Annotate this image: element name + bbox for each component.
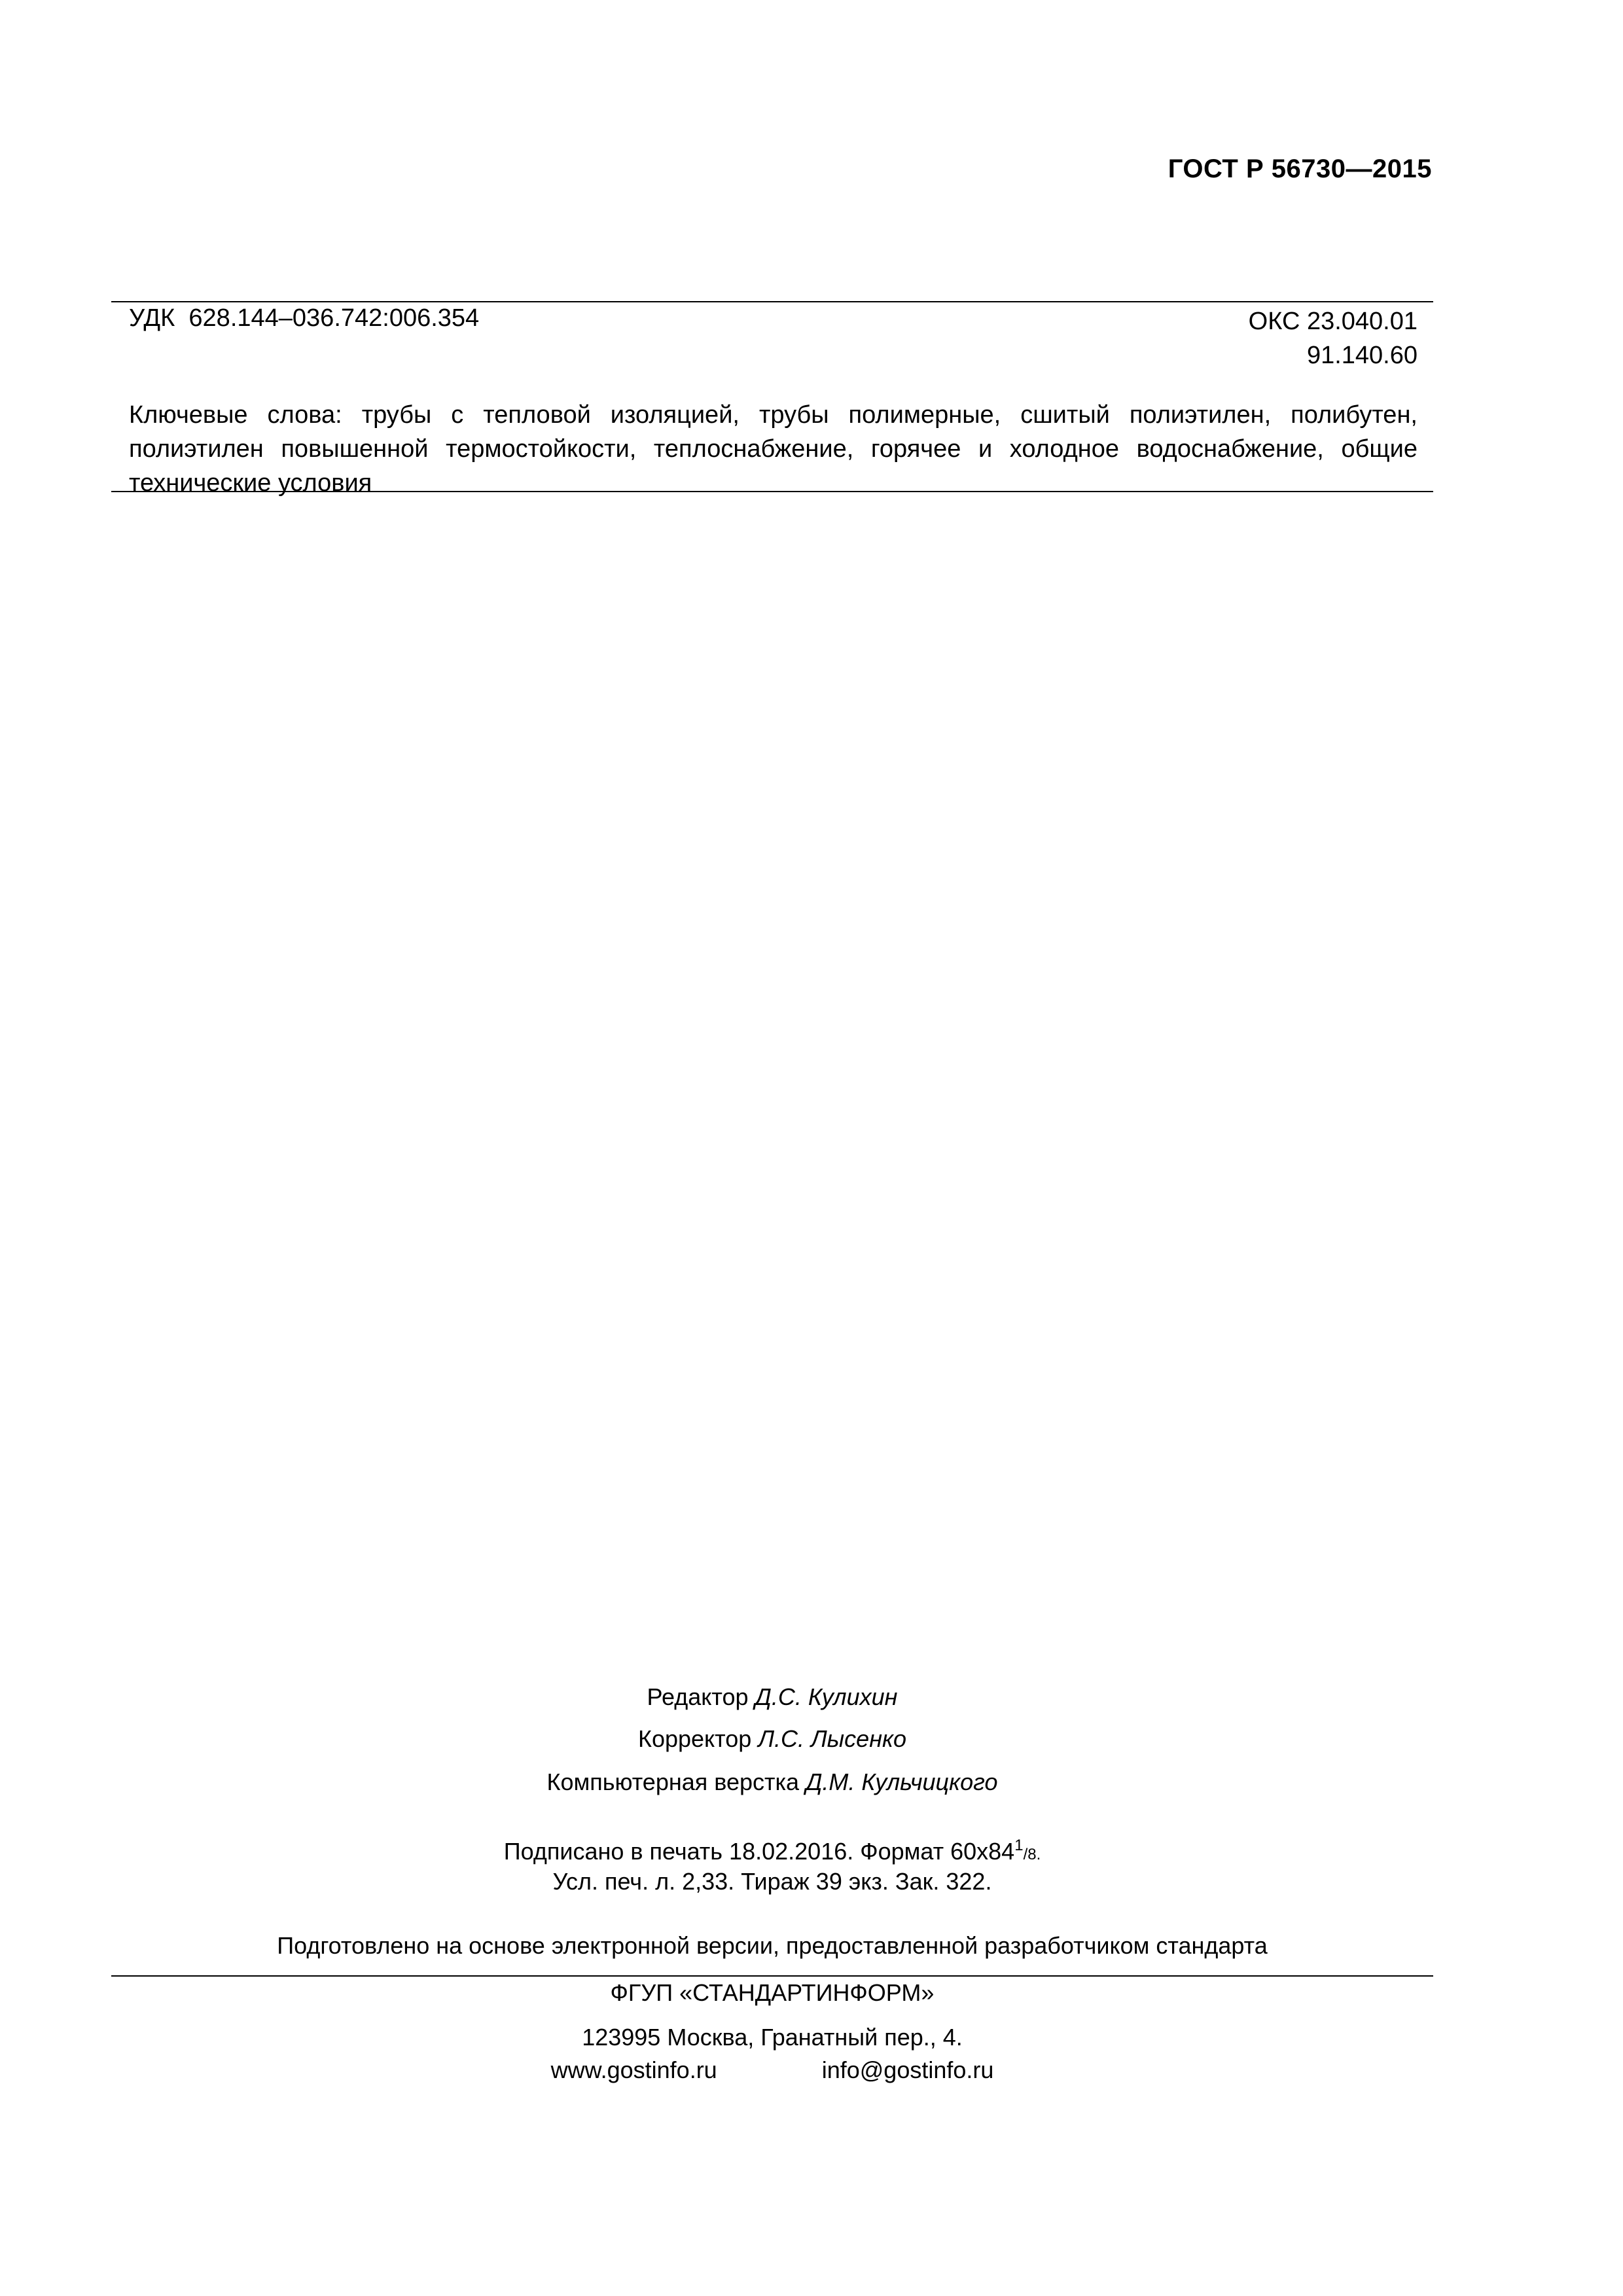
print-details: Усл. печ. л. 2,33. Тираж 39 экз. Зак. 322. xyxy=(552,1868,992,1895)
prepared-note: Подготовлено на основе электронной версии, предоставленной разработчиком стандарта xyxy=(277,1932,1268,1959)
keywords-paragraph: Ключевые слова: трубы с тепловой изоляцией, трубы полимерные, сшитый полиэтилен, полибутен, полиэтилен повышенной термостойкости, теплоснабжение, горячее и холодное водоснабжение, общие технические условия xyxy=(129,401,1418,497)
corrector-name: Л.С. Лысенко xyxy=(758,1725,907,1752)
corrector-line xyxy=(111,1725,1433,1753)
oks-code-1: ОКС 23.040.01 xyxy=(1248,308,1418,335)
imprint-block xyxy=(111,0,1433,2296)
editor-label: Редактор xyxy=(647,1683,755,1710)
layout-line xyxy=(111,1768,1433,1796)
signed-text: Подписано в печать 18.02.2016. Формат 60х84 xyxy=(503,1838,1015,1865)
publisher-contacts xyxy=(111,2056,1433,2084)
layout-label: Компьютерная верстка xyxy=(546,1768,806,1795)
signed-line xyxy=(111,1837,1433,1865)
layout-name: Д.М. Кульчицкого xyxy=(806,1768,998,1795)
publisher-address: 123995 Москва, Гранатный пер., 4. xyxy=(582,2024,963,2051)
document-code: ГОСТ Р 56730—2015 xyxy=(1168,154,1432,183)
format-numerator: 1 xyxy=(1014,1837,1024,1854)
publisher-website: www.gostinfo.ru xyxy=(550,2056,717,2083)
udk-code: УДК 628.144–036.742:006.354 xyxy=(129,304,480,332)
format-denominator: /8. xyxy=(1023,1846,1041,1863)
publisher-org: ФГУП «СТАНДАРТИНФОРМ» xyxy=(610,1979,935,2006)
corrector-label: Корректор xyxy=(637,1725,758,1752)
oks-code-2: 91.140.60 xyxy=(1306,342,1418,369)
publisher-email: info@gostinfo.ru xyxy=(821,2056,994,2083)
editor-name: Д.С. Кулихин xyxy=(755,1683,898,1710)
publisher-divider xyxy=(111,1975,1433,1977)
editor-line xyxy=(111,1683,1433,1711)
